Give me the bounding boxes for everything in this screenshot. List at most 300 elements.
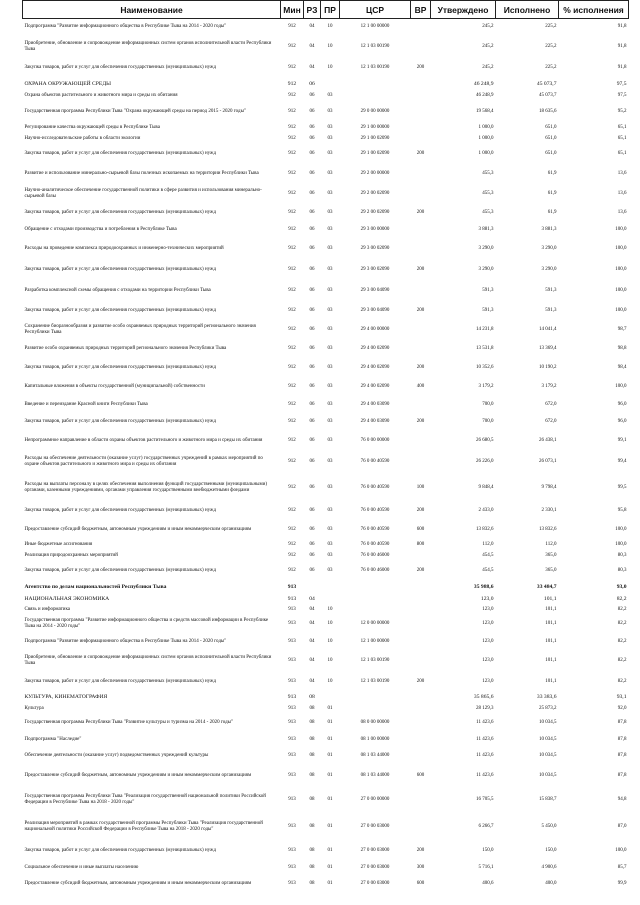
- cell-pr: [321, 581, 340, 594]
- table-row: [23, 551, 629, 562]
- cell-csr: [340, 581, 411, 594]
- cell-executed: 9 798,4: [541, 484, 557, 490]
- cell-vr: [411, 787, 431, 814]
- cell-csr: [340, 594, 411, 605]
- table-row: [23, 358, 629, 378]
- cell-percent: 100,0: [615, 245, 627, 251]
- cell-name: Сохранение биоразнообразия и развитие особо охраняемых природных территорий регионального значения Республики Тыва: [24, 324, 256, 335]
- cell-executed: 591,3: [545, 307, 557, 313]
- cell-min: 913: [288, 678, 296, 684]
- cell-min: 912: [288, 402, 296, 407]
- cell-percent: 65,1: [617, 151, 627, 156]
- table-row: [23, 145, 629, 164]
- cell-csr: 76 0 00 46000: [360, 553, 390, 558]
- cell-name: Агентство по делам национальностей Республики Тыва: [24, 583, 167, 590]
- cell-name: Предоставление субсидий бюджетным, автономным учреждениям и иным некоммерческим организациям: [24, 772, 252, 778]
- cell-pr: [321, 79, 340, 91]
- cell-min: 913: [288, 606, 296, 612]
- cell-vr: 200: [416, 151, 425, 156]
- cell-rz: 06: [309, 170, 315, 176]
- table-row: [23, 282, 629, 301]
- cell-rz: 06: [309, 307, 315, 313]
- col-header-name: Наименование: [23, 1, 281, 19]
- cell-rz: 08: [309, 736, 315, 742]
- cell-rz: 06: [309, 125, 315, 130]
- table-row: [23, 301, 629, 321]
- section-row: [23, 692, 629, 704]
- cell-percent: 99,9: [617, 880, 627, 886]
- cell-approved: 19 568,4: [476, 109, 494, 114]
- table-row: [23, 714, 629, 733]
- cell-rz: 06: [309, 190, 315, 196]
- cell-name: Приобретение, обновление и сопровождение информационных систем органов исполнительной власти Республики Тыва: [24, 654, 272, 666]
- cell-csr: 76 0 00 40590: [360, 526, 390, 532]
- cell-csr: 27 0 00 03000: [360, 880, 390, 886]
- cell-rz: 06: [309, 384, 315, 389]
- cell-percent: 82,2: [617, 638, 627, 644]
- cell-executed: 61,9: [547, 209, 557, 215]
- cell-executed: 101,1: [545, 657, 557, 663]
- cell-pr: 03: [327, 419, 333, 424]
- cell-percent: 91,8: [617, 65, 627, 70]
- cell-name: Закупка товаров, работ и услуг для обеспечения государственных (муниципальных) нужд: [24, 568, 217, 573]
- cell-name: Закупка товаров, работ и услуг для обеспечения государственных (муниципальных) нужд: [24, 364, 217, 370]
- cell-csr: 12 1 00 00000: [360, 638, 390, 644]
- cell-rz: 06: [309, 484, 315, 490]
- cell-csr: 29 4 00 02090: [360, 364, 390, 370]
- col-header-min: Мин: [281, 1, 304, 19]
- cell-pr: 10: [327, 65, 333, 70]
- cell-pr: 03: [327, 93, 333, 98]
- cell-percent: 100,0: [615, 267, 627, 272]
- cell-name: Предоставление субсидий бюджетным, автономным учреждениям и иным некоммерческим организациям: [24, 526, 252, 532]
- cell-csr: 29 2 00 00000: [360, 170, 390, 176]
- cell-approved: 26 226,0: [476, 458, 494, 464]
- cell-vr: 200: [416, 508, 425, 513]
- cell-name: Закупка товаров, работ и услуг для обеспечения государственных (муниципальных) нужд: [24, 151, 217, 156]
- cell-approved: 400,6: [482, 880, 494, 886]
- cell-executed: 112,0: [545, 542, 557, 547]
- cell-executed: 15 838,7: [539, 797, 557, 802]
- cell-name: Капитальные вложения в объекты государственной (муниципальной) собственности: [24, 384, 205, 389]
- cell-min: 912: [288, 458, 296, 464]
- cell-executed: 26 073,1: [539, 458, 557, 464]
- cell-min: 913: [288, 847, 296, 853]
- cell-csr: 29 0 00 00000: [360, 109, 390, 114]
- cell-pr: 01: [327, 797, 333, 802]
- cell-percent: 97,5: [616, 81, 627, 88]
- cell-name: Обеспечение деятельности (оказание услуг) подведомственных учреждений культуры: [24, 752, 209, 758]
- cell-percent: 100,0: [615, 288, 627, 293]
- cell-name: Государственная программа Республики Тыва "Охрана окружающей среды на период 2015 - 2020 годы": [24, 109, 246, 114]
- cell-name: КУЛЬТУРА, КИНЕМАТОГРАФИЯ: [24, 694, 108, 701]
- cell-approved: 123,0: [482, 606, 494, 612]
- cell-rz: 06: [309, 81, 315, 88]
- table-row: [23, 650, 629, 672]
- cell-name: Социальное обеспечение и иные выплаты населению: [24, 865, 139, 870]
- cell-executed: 3 290,0: [541, 245, 557, 251]
- cell-rz: 08: [309, 824, 315, 829]
- cell-rz: 08: [309, 847, 315, 853]
- cell-pr: 03: [327, 170, 333, 176]
- cell-min: 912: [288, 93, 296, 98]
- cell-name: Введение и переиздание Красной книги Республики Тыва: [24, 402, 148, 407]
- cell-vr: [411, 581, 431, 594]
- cell-approved: 123,0: [482, 678, 494, 684]
- cell-executed: 45 073,7: [539, 93, 557, 98]
- cell-csr: 29 4 00 02090: [360, 384, 390, 389]
- cell-executed: 5 450,0: [541, 824, 557, 829]
- cell-name: Обращение с отходами производства и потребления в Республике Тыва: [24, 227, 177, 232]
- cell-percent: 13,6: [617, 190, 627, 196]
- cell-csr: 29 3 00 02090: [360, 267, 390, 272]
- cell-pr: 03: [327, 288, 333, 293]
- cell-min: 912: [288, 345, 296, 351]
- cell-percent: 87,8: [617, 752, 627, 758]
- cell-rz: [304, 581, 321, 594]
- cell-approved: 11 423,6: [476, 772, 494, 778]
- cell-name: Закупка товаров, работ и услуг для обеспечения государственных (муниципальных) нужд: [24, 209, 217, 215]
- cell-vr: [411, 704, 431, 714]
- cell-csr: 29 1 00 02090: [360, 136, 390, 141]
- cell-pr: 03: [327, 364, 333, 370]
- cell-min: 913: [288, 824, 296, 829]
- cell-pr: 03: [327, 384, 333, 389]
- cell-pr: 03: [327, 345, 333, 351]
- cell-percent: 100,0: [615, 542, 627, 547]
- cell-approved: 11 423,6: [476, 720, 494, 725]
- table-row: [23, 451, 629, 473]
- cell-percent: 96,0: [617, 419, 627, 424]
- cell-min: 913: [288, 705, 296, 711]
- cell-min: 912: [288, 288, 296, 293]
- cell-name: Регулирование качества окружающей среды в Республике Тыва: [24, 125, 160, 130]
- cell-approved: 35 988,6: [473, 583, 494, 590]
- cell-vr: [411, 397, 431, 414]
- cell-rz: 06: [309, 364, 315, 370]
- cell-min: 912: [288, 170, 296, 176]
- cell-percent: 87,8: [617, 720, 627, 725]
- cell-percent: 80,3: [617, 553, 627, 558]
- cell-pr: 03: [327, 151, 333, 156]
- cell-percent: 91,8: [617, 43, 627, 49]
- table-row: [23, 562, 629, 581]
- cell-pr: 03: [327, 542, 333, 547]
- cell-min: 913: [288, 657, 296, 663]
- cell-min: 912: [288, 508, 296, 513]
- cell-rz: 04: [309, 657, 315, 663]
- col-header-rz: РЗ: [304, 1, 321, 19]
- cell-executed: 10 034,5: [539, 772, 557, 778]
- cell-pr: 01: [327, 752, 333, 758]
- cell-approved: 10 352,6: [476, 364, 494, 370]
- cell-csr: 29 3 00 04090: [360, 288, 390, 293]
- col-header-percent: % исполнения: [559, 1, 629, 19]
- cell-name: Разработка комплексной схемы обращения с отходами на территории Республики Тыва: [24, 288, 211, 293]
- table-row: [23, 540, 629, 551]
- cell-min: 912: [288, 307, 296, 313]
- cell-pr: 10: [327, 638, 333, 644]
- cell-pr: 03: [327, 109, 333, 114]
- cell-csr: 12 1 00 00000: [360, 24, 390, 30]
- cell-rz: 08: [309, 772, 315, 778]
- cell-rz: 04: [309, 606, 315, 612]
- table-row: [23, 520, 629, 540]
- cell-rz: 06: [309, 437, 315, 443]
- cell-executed: 25 873,2: [539, 705, 557, 711]
- cell-name: НАЦИОНАЛЬНАЯ ЭКОНОМИКА: [24, 595, 110, 602]
- cell-vr: [411, 36, 431, 58]
- cell-vr: 200: [416, 847, 425, 853]
- cell-percent: 98,8: [617, 345, 627, 351]
- cell-approved: 150,0: [482, 847, 494, 853]
- cell-name: Закупка товаров, работ и услуг для обеспечения государственных (муниципальных) нужд: [24, 678, 217, 684]
- cell-approved: 26 680,5: [476, 437, 494, 443]
- cell-approved: 123,0: [480, 595, 494, 602]
- cell-vr: 600: [416, 526, 425, 532]
- cell-percent: 99,1: [617, 437, 627, 443]
- cell-executed: 672,0: [545, 402, 557, 407]
- cell-approved: 455,3: [482, 209, 494, 215]
- cell-percent: 97,5: [617, 93, 627, 98]
- cell-min: 913: [288, 772, 296, 778]
- cell-executed: 225,2: [545, 65, 557, 70]
- cell-rz: 06: [309, 288, 315, 293]
- cell-executed: 26 438,1: [539, 437, 557, 443]
- cell-approved: 1 000,0: [478, 136, 494, 141]
- cell-percent: 65,1: [617, 125, 627, 130]
- cell-executed: 651,0: [545, 151, 557, 156]
- cell-csr: 29 3 00 00000: [360, 227, 390, 232]
- cell-rz: 04: [309, 678, 315, 684]
- cell-pr: 03: [327, 190, 333, 196]
- cell-vr: 800: [416, 542, 425, 547]
- cell-approved: 454,5: [482, 553, 494, 558]
- cell-approved: 13 531,8: [476, 345, 494, 351]
- cell-vr: [411, 282, 431, 301]
- cell-name: Государственная программа Республики Тыва "Развитие культуры и туризма на 2014 - 2020 годы": [24, 720, 234, 725]
- cell-rz: 04: [309, 24, 315, 30]
- col-header-vr: ВР: [411, 1, 431, 19]
- cell-min: 913: [287, 583, 297, 590]
- table-row: [23, 259, 629, 282]
- cell-approved: 35 865,6: [473, 694, 494, 701]
- cell-vr: [411, 239, 431, 259]
- cell-vr: [411, 102, 431, 123]
- cell-executed: 13 832,6: [539, 526, 557, 532]
- cell-rz: 04: [309, 65, 315, 70]
- cell-name: Подпрограмма "Наследие": [24, 736, 82, 742]
- cell-csr: 29 4 00 03090: [360, 402, 390, 407]
- cell-executed: 101,1: [545, 621, 557, 626]
- cell-vr: [411, 594, 431, 605]
- cell-csr: 29 1 00 00000: [360, 125, 390, 130]
- table-row: [23, 473, 629, 503]
- table-row: [23, 184, 629, 204]
- cell-rz: 06: [309, 526, 315, 532]
- cell-pr: 03: [327, 568, 333, 573]
- cell-percent: 87,8: [617, 772, 627, 778]
- table-row: [23, 672, 629, 692]
- cell-csr: 76 0 00 40590: [360, 458, 390, 464]
- cell-pr: 01: [327, 847, 333, 853]
- cell-csr: 08 0 00 00000: [360, 720, 390, 725]
- cell-pr: 03: [327, 553, 333, 558]
- cell-pr: 01: [327, 880, 333, 886]
- cell-pr: 03: [327, 245, 333, 251]
- cell-min: 912: [288, 484, 296, 490]
- cell-executed: 2 330,1: [541, 508, 557, 513]
- cell-csr: 08 1 03 44000: [360, 752, 390, 758]
- cell-rz: 06: [309, 227, 315, 232]
- cell-min: 912: [288, 267, 296, 272]
- cell-rz: 08: [309, 880, 315, 886]
- cell-rz: 08: [309, 797, 315, 802]
- cell-name: ОХРАНА ОКРУЖАЮЩЕЙ СРЕДЫ: [24, 81, 112, 88]
- cell-vr: [411, 634, 431, 650]
- cell-approved: 123,0: [482, 638, 494, 644]
- cell-csr: 08 1 03 44000: [360, 772, 390, 778]
- cell-vr: 100: [416, 484, 425, 490]
- cell-name: Развитие и использование минерально-сырьевой базы полезных ископаемых на территории Республики Тыва: [24, 170, 259, 176]
- cell-min: 912: [288, 526, 296, 532]
- cell-pr: 03: [327, 209, 333, 215]
- cell-executed: 61,9: [547, 170, 557, 176]
- cell-csr: 76 0 00 40590: [360, 542, 390, 547]
- cell-pr: 01: [327, 772, 333, 778]
- section-row: [23, 79, 629, 91]
- cell-rz: 08: [309, 705, 315, 711]
- cell-vr: [411, 551, 431, 562]
- cell-csr: 12 1 03 00190: [360, 678, 390, 684]
- cell-min: 913: [288, 720, 296, 725]
- table-row: [23, 765, 629, 787]
- cell-vr: [411, 91, 431, 102]
- cell-executed: 3 290,0: [541, 267, 557, 272]
- cell-percent: 100,0: [615, 307, 627, 313]
- cell-rz: 06: [309, 209, 315, 215]
- table-row: [23, 340, 629, 358]
- cell-vr: [411, 134, 431, 145]
- table-row: [23, 634, 629, 650]
- cell-csr: 12 1 03 00190: [360, 65, 390, 70]
- cell-vr: 200: [416, 65, 425, 70]
- cell-csr: [340, 91, 411, 102]
- cell-csr: 29 4 00 03090: [360, 419, 390, 424]
- cell-rz: 06: [309, 345, 315, 351]
- cell-name: Государственная программа Республики Тыва "Реализация государственной национальной политики Российской Федерации в Республике Тыва на 2018 - 2020 годы": [24, 794, 266, 805]
- cell-min: 912: [288, 24, 296, 30]
- cell-name: Реализация природоохранных мероприятий: [24, 553, 118, 558]
- cell-percent: 91,8: [617, 24, 627, 30]
- cell-percent: 82,2: [617, 621, 627, 626]
- cell-min: 913: [287, 694, 297, 701]
- cell-name: Развитие особо охраняемых природных территорий регионального значения Республики Тыва: [24, 345, 227, 351]
- cell-pr: 10: [327, 24, 333, 30]
- cell-min: 912: [288, 151, 296, 156]
- cell-percent: 100,0: [615, 847, 627, 853]
- cell-vr: [411, 321, 431, 340]
- cell-percent: 93,1: [616, 694, 627, 701]
- cell-approved: 591,3: [482, 288, 494, 293]
- cell-percent: 100,0: [615, 384, 627, 389]
- cell-rz: 06: [309, 542, 315, 547]
- cell-vr: [411, 79, 431, 91]
- cell-name: Научно-аналитическое обеспечение государственной политики в сфере развития и использования минерально-сырьевой базы: [24, 187, 262, 199]
- table-row: [23, 164, 629, 184]
- cell-executed: 3 881,3: [541, 227, 557, 232]
- cell-executed: 10 034,5: [539, 720, 557, 725]
- table-row: [23, 378, 629, 397]
- cell-executed: 651,0: [545, 136, 557, 141]
- department-row: [23, 581, 629, 594]
- table-row: [23, 91, 629, 102]
- cell-executed: 10 034,5: [539, 736, 557, 742]
- table-row: [23, 841, 629, 861]
- cell-name: Закупка товаров, работ и услуг для обеспечения государственных (муниципальных) нужд: [24, 267, 217, 272]
- cell-rz: 06: [309, 267, 315, 272]
- cell-percent: 82,2: [617, 606, 627, 612]
- cell-pr: 01: [327, 865, 333, 870]
- cell-min: 912: [288, 190, 296, 196]
- cell-name: Непрограммное направление в области охраны объектов растительного и животного мира и среды их обитания: [24, 437, 263, 443]
- cell-min: 913: [287, 595, 297, 602]
- cell-rz: 08: [309, 720, 315, 725]
- cell-csr: [340, 704, 411, 714]
- cell-approved: 123,0: [482, 657, 494, 663]
- cell-vr: 200: [416, 419, 425, 424]
- cell-pr: 10: [327, 657, 333, 663]
- cell-name: Государственная программа "Развитие информационного общества и средств массовой информации в Республике Тыва на 2014 - 2020 годы": [24, 618, 269, 629]
- cell-executed: 13 369,4: [539, 345, 557, 351]
- cell-pr: 03: [327, 227, 333, 232]
- cell-vr: 200: [416, 209, 425, 215]
- cell-pr: 03: [327, 327, 333, 332]
- cell-percent: 95,8: [617, 508, 627, 513]
- cell-percent: 92,0: [617, 705, 627, 711]
- cell-name: Связь и информатика: [24, 606, 71, 612]
- cell-pr: 03: [327, 136, 333, 141]
- cell-vr: 300: [416, 865, 425, 870]
- cell-rz: 06: [309, 136, 315, 141]
- cell-pr: 03: [327, 437, 333, 443]
- cell-pr: [321, 692, 340, 704]
- cell-vr: [411, 222, 431, 239]
- cell-executed: 101,1: [543, 595, 557, 602]
- col-header-pr: ПР: [321, 1, 340, 19]
- cell-vr: [411, 650, 431, 672]
- cell-vr: [411, 605, 431, 615]
- table-row: [23, 733, 629, 747]
- cell-executed: 365,0: [545, 568, 557, 573]
- budget-execution-table: [22, 0, 629, 892]
- cell-executed: 33 484,7: [536, 583, 557, 590]
- cell-percent: 82,2: [617, 657, 627, 663]
- cell-pr: 10: [327, 606, 333, 612]
- cell-rz: 06: [309, 553, 315, 558]
- cell-name: Охрана объектов растительного и животного мира и среды их обитания: [24, 93, 178, 98]
- cell-percent: 80,3: [617, 568, 627, 573]
- cell-min: 912: [288, 125, 296, 130]
- table-row: [23, 615, 629, 634]
- table-header-row: [23, 1, 629, 19]
- cell-min: 912: [288, 227, 296, 232]
- cell-approved: 245,2: [482, 24, 494, 30]
- cell-approved: 2 433,0: [478, 508, 494, 513]
- cell-min: 912: [288, 419, 296, 424]
- cell-approved: 123,0: [482, 621, 494, 626]
- table-row: [23, 36, 629, 58]
